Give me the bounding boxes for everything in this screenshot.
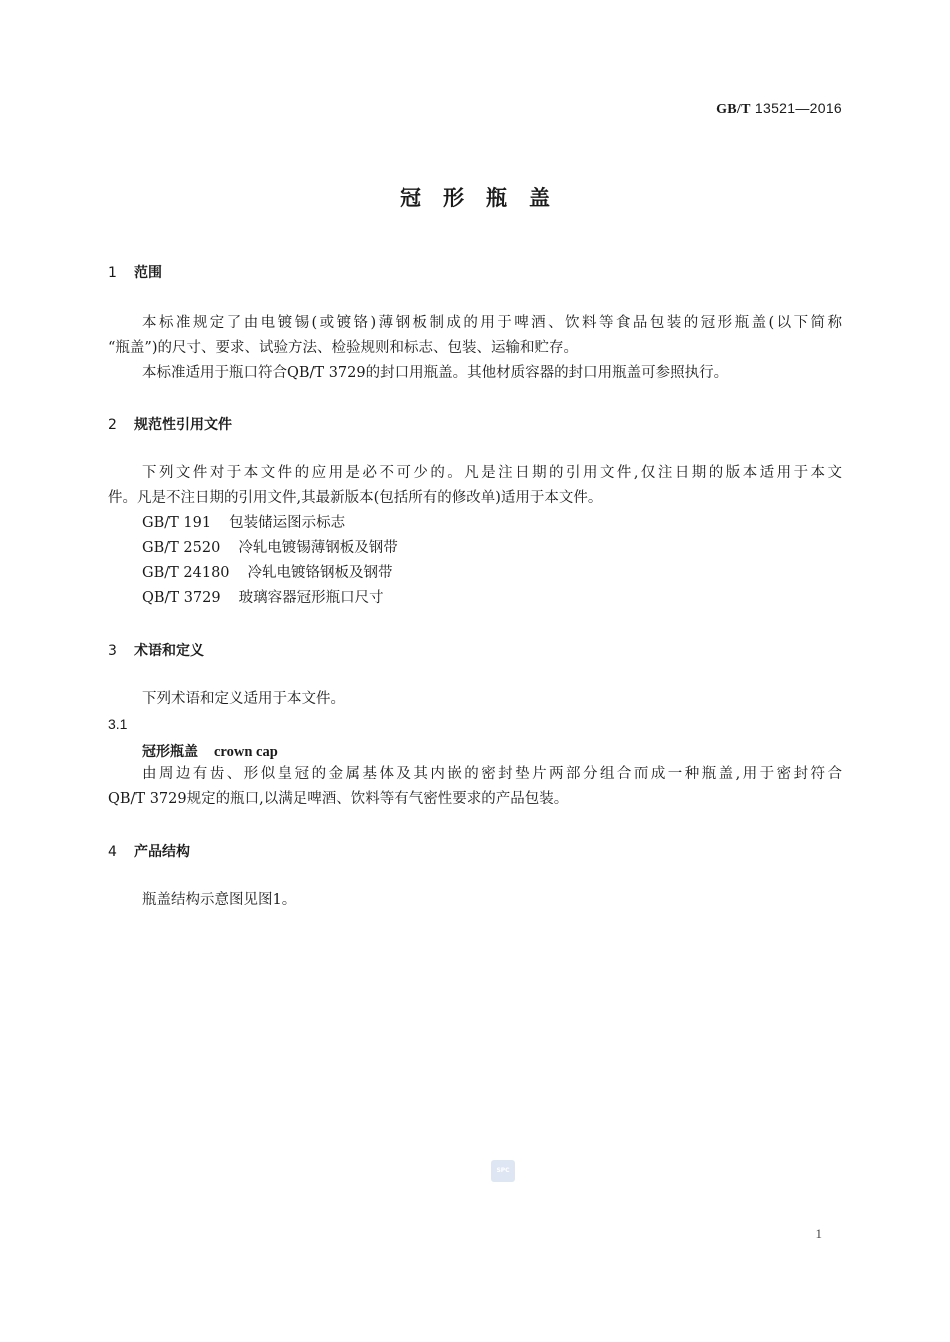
reference-code: GB/T 191 — [142, 515, 212, 531]
section-4-heading — [108, 841, 190, 861]
term-definition-line-2: QB/T 3729规定的瓶口,以满足啤酒、饮料等有气密性要求的产品包装。 — [108, 791, 569, 807]
reference-code: GB/T 2520 — [142, 540, 221, 556]
section-number: 3 — [108, 643, 117, 659]
standard-prefix: GB/T — [716, 102, 751, 117]
section-title: 产品结构 — [134, 844, 190, 860]
reference-item — [142, 536, 398, 561]
section-title: 范围 — [134, 265, 162, 281]
reference-title: 冷轧电镀锡薄钢板及钢带 — [238, 540, 398, 556]
reference-item — [142, 561, 393, 586]
section-2-paragraph-line-2: 件。凡是不注日期的引用文件,其最新版本(包括所有的修改单)适用于本文件。 — [108, 490, 603, 506]
section-1-heading — [108, 262, 162, 282]
spc-watermark-logo: SPC — [491, 1160, 515, 1182]
section-number: 4 — [108, 844, 117, 860]
section-number: 1 — [108, 265, 117, 281]
term-number: 3.1 — [108, 716, 128, 732]
reference-item — [142, 511, 345, 536]
page-number: 1 — [815, 1226, 822, 1241]
reference-code: GB/T 24180 — [142, 565, 230, 581]
reference-code: QB/T 3729 — [142, 590, 221, 606]
term-name-en: crown cap — [214, 744, 278, 760]
document-title: 冠形瓶盖 — [400, 186, 572, 210]
section-1-paragraph-1-line-1: 本标准规定了由电镀锡(或镀铬)薄钢板制成的用于啤酒、饮料等食品包装的冠形瓶盖(以下简称 — [142, 315, 842, 331]
standard-number: 13521—2016 — [754, 100, 842, 116]
section-title: 规范性引用文件 — [134, 417, 232, 433]
section-1-paragraph-1-line-2: “瓶盖”)的尺寸、要求、试验方法、检验规则和标志、包装、运输和贮存。 — [108, 340, 578, 356]
term-definition-line-1: 由周边有齿、形似皇冠的金属基体及其内嵌的密封垫片两部分组合而成一种瓶盖,用于密封符合 — [142, 766, 842, 782]
section-4-paragraph: 瓶盖结构示意图见图1。 — [142, 892, 297, 908]
reference-title: 包装储运图示标志 — [229, 515, 346, 531]
section-number: 2 — [108, 417, 117, 433]
section-2-heading — [108, 414, 232, 434]
section-3-paragraph: 下列术语和定义适用于本文件。 — [142, 691, 345, 707]
reference-title: 玻璃容器冠形瓶口尺寸 — [238, 590, 384, 606]
section-2-paragraph-line-1: 下列文件对于本文件的应用是必不可少的。凡是注日期的引用文件,仅注日期的版本适用于本文 — [142, 465, 842, 481]
section-3-heading — [108, 640, 204, 660]
section-1-paragraph-2: 本标准适用于瓶口符合QB/T 3729的封口用瓶盖。其他材质容器的封口用瓶盖可参照执行。 — [142, 365, 729, 381]
reference-item — [142, 586, 384, 611]
term-name-zh: 冠形瓶盖 — [142, 744, 198, 760]
section-title: 术语和定义 — [134, 643, 204, 659]
term-name — [142, 741, 278, 761]
reference-title: 冷轧电镀铬钢板及钢带 — [247, 565, 393, 581]
standard-code — [716, 100, 842, 118]
